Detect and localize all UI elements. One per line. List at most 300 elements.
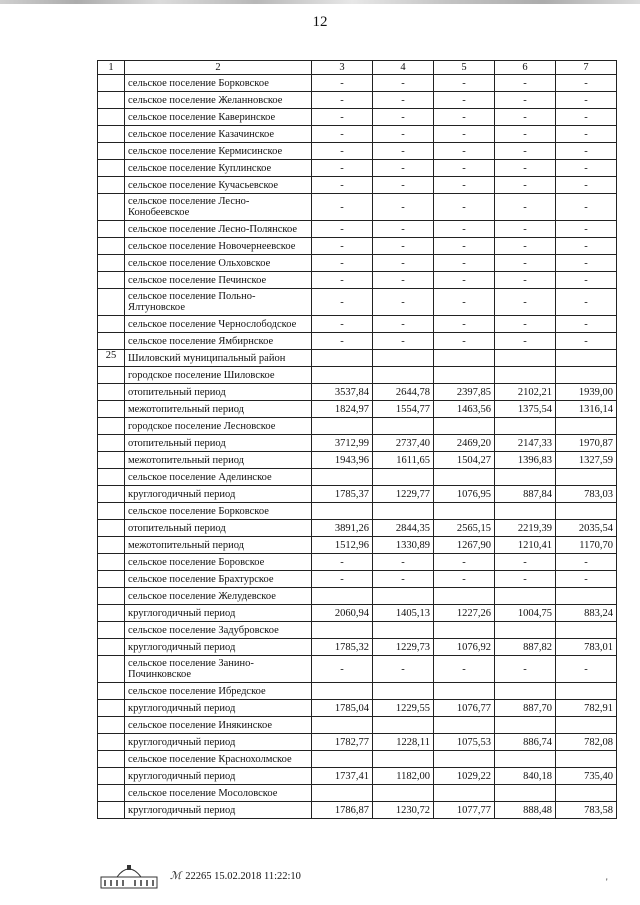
row-index-cell: [98, 622, 125, 639]
value-cell: 1004,75: [495, 605, 556, 622]
value-cell: [373, 469, 434, 486]
value-cell: -: [373, 289, 434, 316]
row-name-cell: сельское поселение Новочернеевское: [125, 238, 312, 255]
table-row: [98, 751, 617, 768]
value-cell: -: [312, 92, 373, 109]
row-name-cell: сельское поселение Ольховское: [125, 255, 312, 272]
value-cell: 1267,90: [434, 537, 495, 554]
row-index-cell: [98, 571, 125, 588]
margin-tick: ': [606, 877, 608, 887]
value-cell: [495, 503, 556, 520]
row-index-cell: [98, 75, 125, 92]
row-index-cell: [98, 221, 125, 238]
row-name-cell: круглогодичный период: [125, 768, 312, 785]
value-cell: -: [312, 221, 373, 238]
row-index-cell: [98, 316, 125, 333]
row-index-cell: [98, 554, 125, 571]
value-cell: 1075,53: [434, 734, 495, 751]
value-cell: 783,03: [556, 486, 617, 503]
value-cell: -: [434, 126, 495, 143]
row-name-cell: круглогодичный период: [125, 700, 312, 717]
table-row: [98, 486, 617, 503]
row-index-cell: [98, 194, 125, 221]
value-cell: -: [312, 126, 373, 143]
value-cell: -: [434, 316, 495, 333]
value-cell: 1229,77: [373, 486, 434, 503]
value-cell: 887,70: [495, 700, 556, 717]
value-cell: -: [495, 143, 556, 160]
row-index-cell: [98, 92, 125, 109]
row-index-cell: [98, 255, 125, 272]
row-index-cell: [98, 656, 125, 683]
table-row: [98, 418, 617, 435]
table-row: [98, 571, 617, 588]
value-cell: -: [434, 272, 495, 289]
value-cell: -: [373, 554, 434, 571]
value-cell: 1076,92: [434, 639, 495, 656]
value-cell: [495, 418, 556, 435]
row-index-cell: [98, 700, 125, 717]
value-cell: [556, 469, 617, 486]
row-index-cell: [98, 503, 125, 520]
value-cell: -: [434, 92, 495, 109]
value-cell: -: [312, 177, 373, 194]
value-cell: -: [312, 194, 373, 221]
value-cell: -: [556, 92, 617, 109]
row-name-cell: круглогодичный период: [125, 802, 312, 819]
value-cell: -: [373, 194, 434, 221]
value-cell: -: [495, 554, 556, 571]
header-cell: 3: [312, 61, 373, 75]
row-index-cell: [98, 333, 125, 350]
row-index-cell: [98, 289, 125, 316]
value-cell: -: [556, 289, 617, 316]
table-row: [98, 75, 617, 92]
value-cell: 1970,87: [556, 435, 617, 452]
value-cell: 1229,55: [373, 700, 434, 717]
value-cell: 1229,73: [373, 639, 434, 656]
row-name-cell: сельское поселение Кермисинское: [125, 143, 312, 160]
row-index-cell: [98, 143, 125, 160]
row-index-cell: [98, 367, 125, 384]
value-cell: -: [495, 571, 556, 588]
row-name-cell: круглогодичный период: [125, 605, 312, 622]
row-index-cell: [98, 435, 125, 452]
row-name-cell: сельское поселение Боровское: [125, 554, 312, 571]
value-cell: [556, 588, 617, 605]
value-cell: -: [495, 289, 556, 316]
row-name-cell: сельское поселение Аделинское: [125, 469, 312, 486]
header-cell: 4: [373, 61, 434, 75]
row-name-cell: круглогодичный период: [125, 639, 312, 656]
value-cell: 1786,87: [312, 802, 373, 819]
value-cell: -: [373, 255, 434, 272]
table-row: [98, 384, 617, 401]
value-cell: [556, 683, 617, 700]
value-cell: [312, 350, 373, 367]
document-footer: [100, 862, 301, 890]
value-cell: -: [556, 177, 617, 194]
value-cell: [434, 503, 495, 520]
row-name-cell: Шиловский муниципальный район: [125, 350, 312, 367]
header-cell: 5: [434, 61, 495, 75]
value-cell: -: [556, 571, 617, 588]
value-cell: -: [495, 126, 556, 143]
value-cell: [312, 717, 373, 734]
row-name-cell: сельское поселение Борковское: [125, 75, 312, 92]
row-name-cell: сельское поселение Польно-Ялтуновское: [125, 289, 312, 316]
row-name-cell: сельское поселение Печинское: [125, 272, 312, 289]
value-cell: [434, 367, 495, 384]
value-cell: [373, 588, 434, 605]
value-cell: 1396,83: [495, 452, 556, 469]
value-cell: -: [556, 255, 617, 272]
value-cell: 2844,35: [373, 520, 434, 537]
value-cell: -: [312, 143, 373, 160]
row-name-cell: сельское поселение Казачинское: [125, 126, 312, 143]
value-cell: -: [556, 238, 617, 255]
table-row: [98, 520, 617, 537]
table-row: [98, 469, 617, 486]
value-cell: -: [312, 109, 373, 126]
row-index-cell: [98, 272, 125, 289]
value-cell: [495, 367, 556, 384]
value-cell: 1512,96: [312, 537, 373, 554]
value-cell: [312, 785, 373, 802]
value-cell: [312, 418, 373, 435]
row-name-cell: городское поселение Шиловское: [125, 367, 312, 384]
row-index-cell: [98, 486, 125, 503]
value-cell: 1330,89: [373, 537, 434, 554]
value-cell: 1327,59: [556, 452, 617, 469]
value-cell: -: [495, 75, 556, 92]
table-row: [98, 143, 617, 160]
value-cell: -: [312, 255, 373, 272]
value-cell: 1227,26: [434, 605, 495, 622]
tariff-table: [97, 60, 617, 819]
row-index-cell: [98, 401, 125, 418]
value-cell: [312, 469, 373, 486]
value-cell: -: [434, 177, 495, 194]
row-index-cell: [98, 639, 125, 656]
value-cell: [434, 350, 495, 367]
value-cell: 2147,33: [495, 435, 556, 452]
value-cell: -: [434, 238, 495, 255]
row-index-cell: [98, 537, 125, 554]
table-row: [98, 768, 617, 785]
row-name-cell: сельское поселение Каверинское: [125, 109, 312, 126]
value-cell: -: [495, 221, 556, 238]
value-cell: 2397,85: [434, 384, 495, 401]
value-cell: [373, 751, 434, 768]
table-row: [98, 316, 617, 333]
row-index-cell: [98, 605, 125, 622]
value-cell: -: [373, 160, 434, 177]
row-index-cell: [98, 469, 125, 486]
value-cell: -: [495, 194, 556, 221]
value-cell: 1785,32: [312, 639, 373, 656]
value-cell: -: [373, 109, 434, 126]
value-cell: 2102,21: [495, 384, 556, 401]
table-row: [98, 194, 617, 221]
value-cell: -: [373, 92, 434, 109]
value-cell: -: [312, 75, 373, 92]
value-cell: 1611,65: [373, 452, 434, 469]
header-cell: 7: [556, 61, 617, 75]
value-cell: -: [373, 177, 434, 194]
table-row: [98, 435, 617, 452]
value-cell: -: [434, 221, 495, 238]
value-cell: 783,58: [556, 802, 617, 819]
value-cell: [556, 717, 617, 734]
value-cell: 735,40: [556, 768, 617, 785]
value-cell: -: [434, 194, 495, 221]
value-cell: 1785,04: [312, 700, 373, 717]
value-cell: 2469,20: [434, 435, 495, 452]
value-cell: -: [434, 160, 495, 177]
row-name-cell: сельское поселение Инякинское: [125, 717, 312, 734]
table-row: [98, 272, 617, 289]
value-cell: -: [434, 333, 495, 350]
value-cell: [556, 350, 617, 367]
value-cell: 1782,77: [312, 734, 373, 751]
value-cell: 2060,94: [312, 605, 373, 622]
value-cell: -: [556, 160, 617, 177]
row-name-cell: сельское поселение Кучасьевское: [125, 177, 312, 194]
value-cell: [373, 785, 434, 802]
value-cell: -: [312, 272, 373, 289]
value-cell: 1375,54: [495, 401, 556, 418]
value-cell: -: [495, 238, 556, 255]
registration-info: 22265 15.02.2018 11:22:10: [185, 870, 301, 882]
table-row: [98, 554, 617, 571]
value-cell: -: [495, 255, 556, 272]
value-cell: 2565,15: [434, 520, 495, 537]
table-row: [98, 289, 617, 316]
value-cell: -: [495, 109, 556, 126]
value-cell: -: [434, 289, 495, 316]
row-index-cell: [98, 768, 125, 785]
row-name-cell: сельское поселение Желудевское: [125, 588, 312, 605]
value-cell: 3712,99: [312, 435, 373, 452]
value-cell: -: [434, 554, 495, 571]
value-cell: [312, 588, 373, 605]
value-cell: -: [556, 143, 617, 160]
row-index-cell: [98, 734, 125, 751]
value-cell: 2644,78: [373, 384, 434, 401]
table-row: [98, 126, 617, 143]
table-body: [98, 61, 617, 819]
row-name-cell: сельское поселение Краснохолмское: [125, 751, 312, 768]
value-cell: [556, 785, 617, 802]
value-cell: [495, 683, 556, 700]
table-row: [98, 221, 617, 238]
value-cell: -: [312, 238, 373, 255]
value-cell: -: [495, 656, 556, 683]
row-index-cell: [98, 109, 125, 126]
value-cell: [434, 785, 495, 802]
row-name-cell: межотопительный период: [125, 401, 312, 418]
value-cell: -: [312, 289, 373, 316]
value-cell: [434, 469, 495, 486]
value-cell: [434, 418, 495, 435]
row-name-cell: сельское поселение Желанновское: [125, 92, 312, 109]
row-name-cell: межотопительный период: [125, 452, 312, 469]
table-row: [98, 802, 617, 819]
table-row: [98, 367, 617, 384]
header-cell: 1: [98, 61, 125, 75]
value-cell: [312, 367, 373, 384]
value-cell: [434, 683, 495, 700]
table-row: [98, 452, 617, 469]
row-name-cell: сельское поселение Куплинское: [125, 160, 312, 177]
value-cell: 3891,26: [312, 520, 373, 537]
value-cell: 1737,41: [312, 768, 373, 785]
table-row: [98, 92, 617, 109]
value-cell: -: [373, 238, 434, 255]
value-cell: -: [495, 272, 556, 289]
value-cell: 1076,95: [434, 486, 495, 503]
row-name-cell: отопительный период: [125, 520, 312, 537]
value-cell: 1504,27: [434, 452, 495, 469]
value-cell: 1076,77: [434, 700, 495, 717]
table-row: [98, 350, 617, 367]
value-cell: 783,01: [556, 639, 617, 656]
row-index-cell: [98, 452, 125, 469]
value-cell: 1405,13: [373, 605, 434, 622]
row-name-cell: отопительный период: [125, 435, 312, 452]
value-cell: -: [312, 571, 373, 588]
value-cell: 2737,40: [373, 435, 434, 452]
value-cell: [495, 469, 556, 486]
value-cell: [495, 622, 556, 639]
value-cell: 1943,96: [312, 452, 373, 469]
header-cell: 6: [495, 61, 556, 75]
value-cell: [373, 683, 434, 700]
value-cell: [373, 622, 434, 639]
value-cell: [312, 622, 373, 639]
table-row: [98, 785, 617, 802]
row-index-cell: [98, 520, 125, 537]
table-row: [98, 503, 617, 520]
table-row: [98, 639, 617, 656]
value-cell: -: [495, 333, 556, 350]
value-cell: -: [556, 554, 617, 571]
value-cell: 782,08: [556, 734, 617, 751]
value-cell: -: [373, 75, 434, 92]
table-row: [98, 717, 617, 734]
number-mark: ℳ: [170, 871, 182, 882]
value-cell: 1785,37: [312, 486, 373, 503]
value-cell: -: [556, 194, 617, 221]
value-cell: [495, 785, 556, 802]
row-index-cell: [98, 177, 125, 194]
row-index-cell: [98, 683, 125, 700]
value-cell: [556, 418, 617, 435]
value-cell: [556, 622, 617, 639]
value-cell: -: [556, 333, 617, 350]
value-cell: 1077,77: [434, 802, 495, 819]
value-cell: -: [434, 75, 495, 92]
row-index-cell: [98, 384, 125, 401]
value-cell: -: [495, 92, 556, 109]
value-cell: -: [556, 109, 617, 126]
value-cell: -: [373, 272, 434, 289]
value-cell: 1824,97: [312, 401, 373, 418]
header-cell: 2: [125, 61, 312, 75]
value-cell: [495, 751, 556, 768]
value-cell: [373, 418, 434, 435]
row-index-cell: [98, 160, 125, 177]
value-cell: [556, 503, 617, 520]
table-row: [98, 537, 617, 554]
row-index-cell: [98, 418, 125, 435]
value-cell: 3537,84: [312, 384, 373, 401]
value-cell: 887,82: [495, 639, 556, 656]
value-cell: -: [373, 656, 434, 683]
value-cell: -: [556, 221, 617, 238]
row-index-cell: [98, 785, 125, 802]
registration-stamp-icon: [100, 863, 158, 889]
value-cell: [312, 683, 373, 700]
value-cell: 2219,39: [495, 520, 556, 537]
value-cell: 1463,56: [434, 401, 495, 418]
value-cell: 1210,41: [495, 537, 556, 554]
value-cell: 1316,14: [556, 401, 617, 418]
value-cell: [556, 751, 617, 768]
value-cell: 1554,77: [373, 401, 434, 418]
row-name-cell: сельское поселение Ибредское: [125, 683, 312, 700]
table-row: [98, 683, 617, 700]
table-row: [98, 588, 617, 605]
row-index-cell: 25: [98, 350, 125, 367]
value-cell: 1029,22: [434, 768, 495, 785]
value-cell: 2035,54: [556, 520, 617, 537]
value-cell: -: [373, 316, 434, 333]
value-cell: [434, 622, 495, 639]
row-index-cell: [98, 717, 125, 734]
value-cell: [495, 588, 556, 605]
value-cell: 1182,00: [373, 768, 434, 785]
page-number: 12: [312, 14, 328, 30]
value-cell: [434, 717, 495, 734]
value-cell: [373, 503, 434, 520]
table-row: [98, 401, 617, 418]
row-name-cell: сельское поселение Ямбирнское: [125, 333, 312, 350]
value-cell: -: [556, 75, 617, 92]
value-cell: -: [312, 656, 373, 683]
row-name-cell: сельское поселение Борковское: [125, 503, 312, 520]
row-index-cell: [98, 751, 125, 768]
value-cell: [312, 751, 373, 768]
row-name-cell: сельское поселение Мосоловское: [125, 785, 312, 802]
value-cell: -: [434, 571, 495, 588]
value-cell: [312, 503, 373, 520]
value-cell: -: [556, 656, 617, 683]
value-cell: -: [373, 333, 434, 350]
value-cell: 1230,72: [373, 802, 434, 819]
table-row: [98, 255, 617, 272]
row-index-cell: [98, 238, 125, 255]
value-cell: 886,74: [495, 734, 556, 751]
value-cell: [434, 588, 495, 605]
value-cell: 1228,11: [373, 734, 434, 751]
table-row: [98, 605, 617, 622]
row-name-cell: сельское поселение Лесно-Конобеевское: [125, 194, 312, 221]
value-cell: 1939,00: [556, 384, 617, 401]
value-cell: -: [312, 554, 373, 571]
table-row: [98, 622, 617, 639]
